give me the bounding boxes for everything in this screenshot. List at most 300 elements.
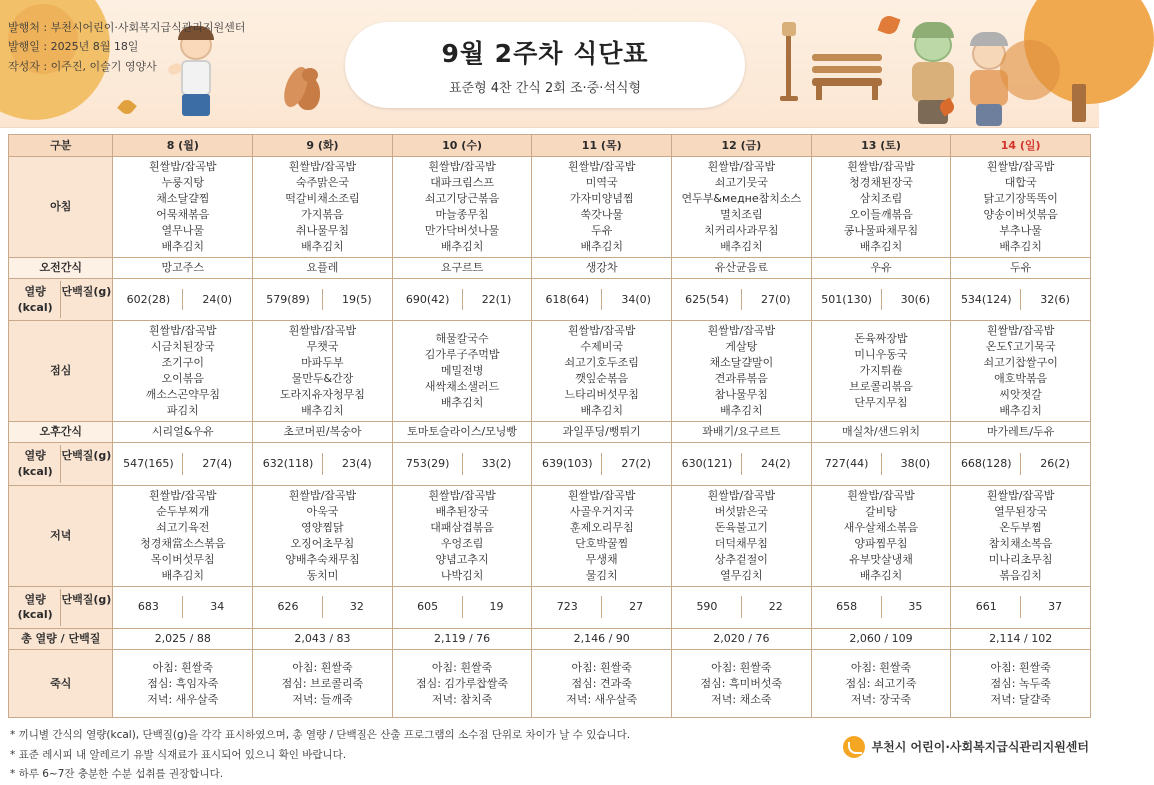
am-snack-cell: 유산균음료 <box>672 257 812 278</box>
porridge-cell <box>951 650 1091 718</box>
total-cell: 2,146 / 90 <box>532 629 672 650</box>
protein-label-text: 단백질(g) <box>61 449 112 462</box>
dish-item: 온두부찜 <box>999 520 1042 534</box>
dish-item: 열무김치 <box>720 568 763 582</box>
table-header-row <box>9 135 1091 157</box>
dish-item: 도라지유자청무침 <box>279 388 365 402</box>
kcal-value: 632(118) <box>254 453 323 475</box>
dish-item: 마파두부 <box>301 356 344 370</box>
dish-item: 열무된장국 <box>994 504 1048 518</box>
dish-item: 쇠고기육전 <box>156 520 210 534</box>
dish-item: 저녁: 채소죽 <box>711 692 772 706</box>
am-snack-cell: 생강차 <box>532 257 672 278</box>
dish-item: 목이버섯무침 <box>150 552 215 566</box>
dish-item: 떡갈비채소조림 <box>285 191 360 205</box>
column-header-sun: 14 (일) <box>951 135 1091 157</box>
dish-item: 흰쌀밥/잡곡밥 <box>288 488 357 502</box>
publish-date-line: 발행일 : 2025년 8월 18일 <box>8 40 139 54</box>
dish-item: 단호박꿀찜 <box>575 536 629 550</box>
kcal-value: 534(124) <box>952 289 1021 311</box>
protein-value: 27(2) <box>621 456 651 470</box>
dish-item: 아침: 흰쌀죽 <box>711 660 772 674</box>
kcal-value: 579(89) <box>254 289 323 311</box>
pm-snack-cell: 과일푸딩/뻥튀기 <box>532 422 672 443</box>
lunch-cell <box>253 321 393 422</box>
dish-item: 연두부&медне참치소스 <box>681 191 802 205</box>
dish-item: 배추김치 <box>859 568 903 582</box>
dish-item: 흰쌀밥/잡곡밥 <box>986 488 1055 502</box>
kcal-value: 723 <box>533 596 602 618</box>
breakfast-cell <box>253 157 393 258</box>
protein-value: 34(0) <box>621 292 651 306</box>
row-am-snack <box>9 257 1091 278</box>
dish-item: 점심: 김가루찹쌀죽 <box>415 676 509 690</box>
menu-table <box>8 134 1091 718</box>
author-line: 작성자 : 이주진, 이슬기 영양사 <box>8 59 157 73</box>
dish-item: 채소달걀말이 <box>709 356 774 370</box>
bench-icon <box>812 54 882 100</box>
dish-item: 새우살채소볶음 <box>843 520 919 534</box>
dish-item: 가지볶음 <box>301 207 344 221</box>
dish-item: 숙주맑은국 <box>295 175 349 189</box>
dish-item: 배추김치 <box>301 239 344 253</box>
dish-item: 흰쌀밥/잡곡밥 <box>986 324 1055 338</box>
row-label-porridge: 죽식 <box>9 650 113 718</box>
lamp-post-icon <box>780 22 798 101</box>
kcal-cell <box>392 443 532 486</box>
kcal-value: 753(29) <box>394 453 463 475</box>
kcal-cell <box>672 586 812 629</box>
row-label-kcal-protein <box>9 278 113 321</box>
dish-item: 점심: 흑임자죽 <box>147 676 219 690</box>
row-kcal-lunch <box>9 443 1091 486</box>
dish-item: 점심: 쇠고기죽 <box>845 676 917 690</box>
footer-note-1: * 끼니별 간식의 열량(kcal), 단백질(g)을 각각 표시하였으며, 총 열량 / 단백질은 산출 프로그램의 소수점 단위로 차이가 날 수 있습니다. <box>10 729 631 742</box>
dish-item: 배추김치 <box>580 404 623 418</box>
dish-item: 양배추숙채무침 <box>285 552 360 566</box>
am-snack-cell: 요구르트 <box>392 257 532 278</box>
pm-snack-cell: 마가레트/두유 <box>951 422 1091 443</box>
total-cell: 2,043 / 83 <box>253 629 393 650</box>
lunch-cell <box>672 321 812 422</box>
kcal-value: 602(28) <box>114 289 183 311</box>
organization-mark <box>843 736 1089 758</box>
row-label-am-snack: 오전간식 <box>9 257 113 278</box>
pm-snack-cell: 매실차/샌드위치 <box>811 422 951 443</box>
protein-value: 22(1) <box>481 292 512 306</box>
lunch-cell <box>532 321 672 422</box>
dish-item: 배추김치 <box>161 239 205 253</box>
dish-item: 미나리초무침 <box>988 552 1053 566</box>
dish-item: 김가루子주먹밥 <box>424 348 500 362</box>
protein-value: 34 <box>210 600 225 614</box>
protein-value: 32 <box>349 600 364 614</box>
dish-item: 나박김치 <box>440 568 484 582</box>
dish-item: 흰쌀밥/잡곡밥 <box>428 488 496 502</box>
dish-item: 새싹채소샐러드 <box>424 380 500 394</box>
dish-item: 저녁: 달걀죽 <box>990 692 1051 706</box>
dish-item: 볶음김치 <box>999 568 1042 582</box>
footer-notes <box>10 726 1089 784</box>
kcal-cell <box>253 278 393 321</box>
kcal-value: 658 <box>813 596 882 618</box>
dish-item: 배추김치 <box>161 568 205 582</box>
row-label-dinner: 저녁 <box>9 485 113 586</box>
protein-value: 19(5) <box>342 292 372 306</box>
protein-value: 23(4) <box>342 456 372 470</box>
dish-item: 흰쌀밥/잡곡밥 <box>847 160 915 173</box>
total-cell: 2,114 / 102 <box>951 629 1091 650</box>
pm-snack-cell: 토마토슬라이스/모닝빵 <box>392 422 532 443</box>
dish-item: 애호박볶음 <box>994 372 1048 386</box>
dish-item: 조기구이 <box>161 356 205 370</box>
protein-value: 30(6) <box>900 292 931 306</box>
publication-info <box>8 18 245 76</box>
dish-item: 대패삼겹볶음 <box>430 520 494 534</box>
dish-item: 브로콜리볶음 <box>849 380 913 394</box>
dish-item: 흰쌀밥/잡곡밥 <box>567 160 636 173</box>
dish-item: 부추나물 <box>999 223 1042 237</box>
dish-item: 흰쌀밥/잡곡밥 <box>149 488 217 502</box>
dish-item: 저녁: 장국죽 <box>850 692 912 706</box>
dish-item: 저녁: 새우살죽 <box>566 692 638 706</box>
dish-item: 미역국 <box>585 175 618 189</box>
dish-item: 아침: 흰쌀죽 <box>152 660 213 674</box>
row-label-pm-snack: 오후간식 <box>9 422 113 443</box>
kcal-cell <box>951 278 1091 321</box>
smile-logo-icon <box>843 736 865 758</box>
header-banner <box>0 0 1099 128</box>
leaf-icon <box>117 97 137 117</box>
dish-item: 점심: 견과죽 <box>571 676 632 690</box>
dish-item: 사골우거지국 <box>569 504 634 518</box>
footer-note-3: * 하루 6~7잔 충분한 수분 섭취를 권장합니다. <box>10 768 224 781</box>
kcal-value: 626 <box>254 596 323 618</box>
protein-value: 24(0) <box>202 292 232 306</box>
dish-item: 참치채소복음 <box>988 536 1053 550</box>
dish-item: 양송이버섯볶음 <box>983 207 1058 221</box>
squirrel-icon <box>288 62 330 120</box>
dish-item: 무생채 <box>585 552 618 566</box>
dish-item: 순두부찌개 <box>156 504 210 518</box>
dish-item: 물만두&간장 <box>291 372 354 386</box>
porridge-cell <box>253 650 393 718</box>
dish-item: 어묵채볶음 <box>156 207 210 221</box>
total-cell: 2,060 / 109 <box>811 629 951 650</box>
kcal-cell <box>532 278 672 321</box>
tree-trunk-icon <box>1072 84 1086 122</box>
dish-item: 흰쌀밥/잡곡밥 <box>567 324 636 338</box>
protein-value: 35 <box>908 600 923 614</box>
dish-item: 온도؟고기묵국 <box>985 340 1056 354</box>
column-header-label: 구분 <box>9 135 113 157</box>
dish-item: 참나물무침 <box>714 388 768 402</box>
kcal-cell <box>672 443 812 486</box>
row-kcal-dinner <box>9 586 1091 629</box>
breakfast-cell <box>672 157 812 258</box>
column-header-mon: 8 (월) <box>113 135 253 157</box>
kcal-value: 727(44) <box>813 453 882 475</box>
row-pm-snack <box>9 422 1091 443</box>
protein-value: 33(2) <box>481 456 512 470</box>
dish-item: 견과류볶음 <box>714 372 768 386</box>
dish-item: 흰쌀밥/잡곡밥 <box>986 160 1055 173</box>
dish-item: 콩나물파채무침 <box>843 223 919 237</box>
dish-item: 메밀전병 <box>440 364 484 378</box>
lunch-cell <box>951 321 1091 422</box>
row-lunch <box>9 321 1091 422</box>
dish-item: 점심: 녹두죽 <box>990 676 1051 690</box>
kcal-cell <box>113 586 253 629</box>
kcal-cell <box>113 443 253 486</box>
porridge-cell <box>532 650 672 718</box>
dish-item: 깻잎순볶음 <box>575 372 629 386</box>
kcal-cell <box>951 586 1091 629</box>
kcal-label-text: 열량(kcal) <box>10 589 61 627</box>
dish-item: 흰쌀밥/잡곡밥 <box>288 324 357 338</box>
dish-item: 대파크림스프 <box>430 175 494 189</box>
dish-item: 양파찜무침 <box>854 536 908 550</box>
row-label-breakfast: 아침 <box>9 157 113 258</box>
total-cell: 2,020 / 76 <box>672 629 812 650</box>
porridge-cell <box>811 650 951 718</box>
dish-item: 물김치 <box>585 568 618 582</box>
protein-value: 27(4) <box>202 456 232 470</box>
dinner-cell <box>392 485 532 586</box>
kcal-value: 661 <box>952 596 1021 618</box>
kcal-value: 590 <box>673 596 742 618</box>
column-header-tue: 9 (화) <box>253 135 393 157</box>
dish-item: 배추김치 <box>580 239 623 253</box>
page-subtitle: 표준형 4찬 간식 2회 조·중·석식형 <box>448 81 642 96</box>
breakfast-cell <box>532 157 672 258</box>
porridge-cell <box>392 650 532 718</box>
porridge-cell <box>113 650 253 718</box>
dinner-cell <box>951 485 1091 586</box>
kcal-value: 618(64) <box>533 289 602 311</box>
dish-item: 배추김치 <box>440 239 484 253</box>
dish-item: 만가닥버섯나물 <box>424 223 500 237</box>
dish-item: 점심: 브로콜리죽 <box>281 676 364 690</box>
lunch-cell <box>113 321 253 422</box>
kcal-cell <box>811 278 951 321</box>
kcal-cell <box>951 443 1091 486</box>
dish-item: 아침: 흰쌀죽 <box>850 660 912 674</box>
dish-item: 오징어초무침 <box>290 536 355 550</box>
am-snack-cell: 망고주스 <box>113 257 253 278</box>
column-header-fri: 12 (금) <box>672 135 812 157</box>
dish-item: 배추김치 <box>720 404 763 418</box>
dish-item: 단무지무침 <box>854 396 908 410</box>
kcal-cell <box>672 278 812 321</box>
dish-item: 배추김치 <box>720 239 763 253</box>
dish-item: 배추김치 <box>440 396 484 410</box>
dish-item: 갈비탕 <box>865 504 897 518</box>
dish-item: 흰쌀밥/잡곡밥 <box>567 488 636 502</box>
dish-item: 더덕채무침 <box>714 536 768 550</box>
dish-item: 채소달걀찜 <box>156 191 210 205</box>
dish-item: 저녁: 들깨죽 <box>292 692 353 706</box>
kcal-value: 639(103) <box>533 453 602 475</box>
dish-item: 쇠고기찹쌀구이 <box>983 356 1058 370</box>
kcal-cell <box>392 278 532 321</box>
dish-item: 저녁: 새우살죽 <box>147 692 219 706</box>
dish-item: 흰쌀밥/잡곡밥 <box>149 160 217 173</box>
dish-item: 깨소스곤약무침 <box>145 388 220 402</box>
protein-value: 22 <box>768 600 783 614</box>
dish-item: 시금치된장국 <box>150 340 215 354</box>
dish-item: 양념고추지 <box>435 552 489 566</box>
lunch-cell <box>392 321 532 422</box>
dish-item: 배추된장국 <box>435 504 489 518</box>
dish-item: 흰쌀밥/잡곡밥 <box>149 324 217 338</box>
total-cell: 2,025 / 88 <box>113 629 253 650</box>
dish-item: 쑥갓나물 <box>580 207 623 221</box>
dish-item: 삼치조림 <box>859 191 903 205</box>
column-header-thu: 11 (목) <box>532 135 672 157</box>
dinner-cell <box>113 485 253 586</box>
tree-icon <box>1000 40 1060 100</box>
dish-item: 수제비국 <box>580 340 623 354</box>
protein-value: 26(2) <box>1040 456 1070 470</box>
dish-item: 가자미양념찜 <box>569 191 634 205</box>
protein-value: 19 <box>489 600 504 614</box>
dish-item: 마늘종무침 <box>435 207 489 221</box>
row-label-kcal-protein <box>9 586 113 629</box>
kcal-cell <box>253 443 393 486</box>
kcal-label-text: 열량(kcal) <box>10 445 61 483</box>
pm-snack-cell: 꽈배기/요구르트 <box>672 422 812 443</box>
row-porridge <box>9 650 1091 718</box>
pm-snack-cell: 초코머핀/복숭아 <box>253 422 393 443</box>
kcal-value: 605 <box>394 596 463 618</box>
dish-item: 쇠고기뭇국 <box>714 175 768 189</box>
column-header-wed: 10 (수) <box>392 135 532 157</box>
dish-item: 가지튀卷 <box>859 364 903 378</box>
breakfast-cell <box>392 157 532 258</box>
am-snack-cell: 두유 <box>951 257 1091 278</box>
kcal-cell <box>113 278 253 321</box>
row-label-total: 총 열량 / 단백질 <box>9 629 113 650</box>
lunch-cell <box>811 321 951 422</box>
footer-note-2: * 표준 레시피 내 알레르기 유발 식재료가 표시되어 있으니 확인 바랍니다. <box>10 748 347 761</box>
dish-item: 돈육불고기 <box>714 520 768 534</box>
total-cell: 2,119 / 76 <box>392 629 532 650</box>
dish-item: 아침: 흰쌀죽 <box>431 660 493 674</box>
protein-value: 24(2) <box>760 456 791 470</box>
dish-item: 닭고기장똑똑이 <box>983 191 1058 205</box>
dish-item: 배추김치 <box>859 239 903 253</box>
dish-item: 유부맛살냉채 <box>849 552 913 566</box>
elder-character-icon <box>902 22 964 126</box>
breakfast-cell <box>951 157 1091 258</box>
dish-item: 동치미 <box>306 568 339 582</box>
dish-item: 청경채된장국 <box>849 175 913 189</box>
am-snack-cell: 우유 <box>811 257 951 278</box>
row-label-kcal-protein <box>9 443 113 486</box>
dish-item: 쇠고기호두조림 <box>564 356 639 370</box>
dish-item: 아욱국 <box>306 504 339 518</box>
dish-item: 두유 <box>591 223 613 237</box>
dish-item: 오이들깨볶음 <box>849 207 913 221</box>
dish-item: 치커리사과무침 <box>704 223 779 237</box>
kcal-value: 625(54) <box>673 289 742 311</box>
dish-item: 멸치조림 <box>720 207 763 221</box>
breakfast-cell <box>811 157 951 258</box>
leaf-icon <box>877 13 900 36</box>
am-snack-cell: 요플레 <box>253 257 393 278</box>
dish-item: 무챗국 <box>306 340 339 354</box>
protein-value: 27(0) <box>760 292 791 306</box>
protein-value: 38(0) <box>900 456 931 470</box>
kcal-cell <box>392 586 532 629</box>
breakfast-cell <box>113 157 253 258</box>
dish-item: 훈제오리무침 <box>569 520 634 534</box>
kcal-value: 683 <box>114 596 183 618</box>
dish-item: 배추김치 <box>999 239 1042 253</box>
dish-item: 흰쌀밥/잡곡밥 <box>428 160 496 173</box>
row-breakfast <box>9 157 1091 258</box>
dish-item: 배추김치 <box>999 404 1042 418</box>
dish-item: 상추겉절이 <box>714 552 768 566</box>
dish-item: 파김치 <box>166 404 199 418</box>
page-title: 9월 2주차 식단표 <box>441 39 649 68</box>
protein-value: 27 <box>629 600 644 614</box>
dish-item: 영양찜닭 <box>301 520 344 534</box>
dish-item: 흰쌀밥/잡곡밥 <box>707 488 776 502</box>
dinner-cell <box>253 485 393 586</box>
pm-snack-cell: 시리얼&우유 <box>113 422 253 443</box>
row-dinner <box>9 485 1091 586</box>
dish-item: 오이볶음 <box>161 372 205 386</box>
dish-item: 쇠고기당근볶음 <box>424 191 500 205</box>
dish-item: 점심: 흑미버섯죽 <box>700 676 783 690</box>
dish-item: 우엉조림 <box>440 536 484 550</box>
dish-item: 대합국 <box>1004 175 1037 189</box>
dish-item: 게살탕 <box>725 340 758 354</box>
protein-label-text: 단백질(g) <box>61 592 112 606</box>
dish-item: 씨앗젓갈 <box>999 388 1042 402</box>
row-total <box>9 629 1091 650</box>
title-card <box>345 22 745 108</box>
column-header-sat: 13 (토) <box>811 135 951 157</box>
dish-item: 흰쌀밥/잡곡밥 <box>707 160 776 173</box>
kcal-label-text: 열량(kcal) <box>10 281 61 319</box>
row-kcal-breakfast <box>9 278 1091 321</box>
dish-item: 저녁: 참치죽 <box>431 692 493 706</box>
dish-item: 아침: 흰쌀죽 <box>571 660 632 674</box>
kcal-value: 501(130) <box>813 289 882 311</box>
dish-item: 흰쌀밥/잡곡밥 <box>707 324 776 338</box>
publisher-line: 발행처 : 부천시어린이·사회복지급식관리지원센터 <box>8 21 246 34</box>
dish-item: 배추김치 <box>301 404 344 418</box>
dish-item: 아침: 흰쌀죽 <box>990 660 1051 674</box>
dish-item: 미니우동국 <box>854 348 908 362</box>
dish-item: 돈육짜장밥 <box>854 332 908 346</box>
protein-value: 32(6) <box>1040 292 1070 306</box>
row-label-lunch: 점심 <box>9 321 113 422</box>
dinner-cell <box>811 485 951 586</box>
kcal-value: 668(128) <box>952 453 1021 475</box>
kcal-cell <box>811 586 951 629</box>
dish-item: 흰쌀밥/잡곡밥 <box>847 488 915 502</box>
protein-label-text: 단백질(g) <box>61 284 112 298</box>
dish-item: 느타리버섯무침 <box>564 388 639 402</box>
dish-item: 청경채當소스볶음 <box>140 536 226 550</box>
dinner-cell <box>532 485 672 586</box>
protein-value: 37 <box>1048 600 1063 614</box>
kcal-value: 690(42) <box>394 289 463 311</box>
